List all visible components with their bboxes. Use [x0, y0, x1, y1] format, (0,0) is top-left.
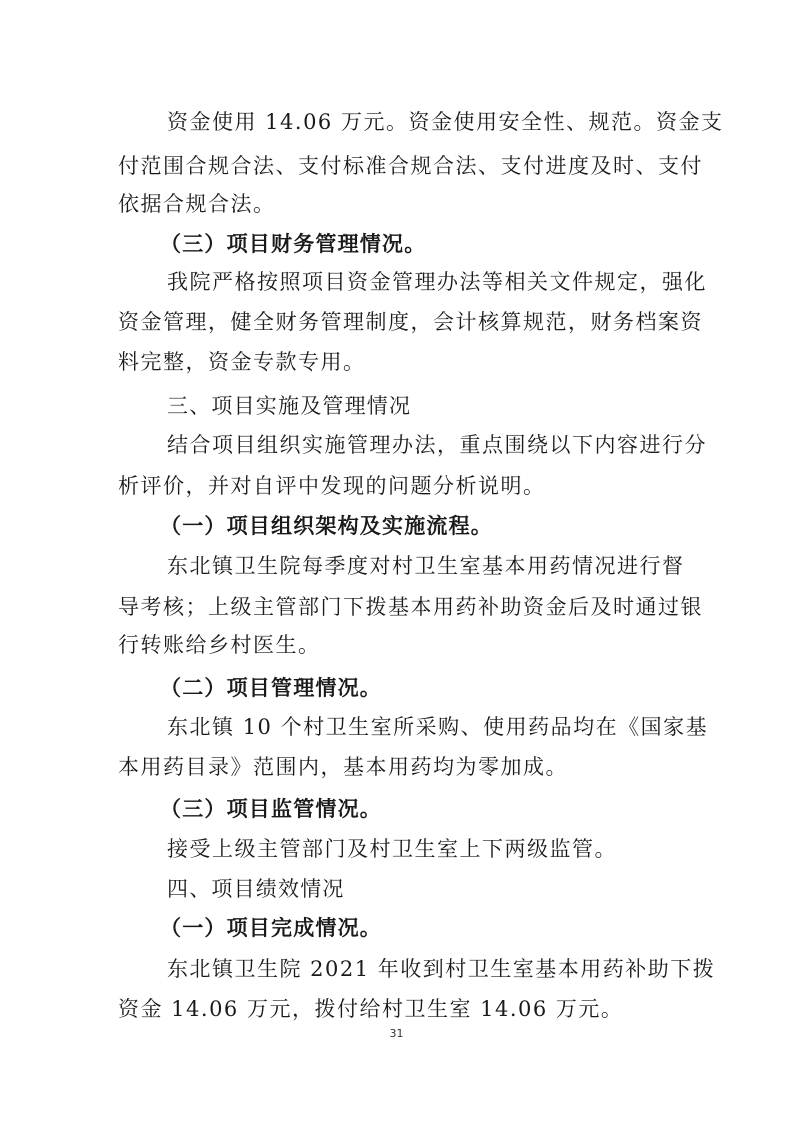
section-heading: （一）项目完成情况。: [160, 916, 382, 940]
paragraph-line: 料完整，资金专款专用。: [118, 350, 366, 374]
paragraph-line: 付范围合规合法、支付标准合规合法、支付进度及时、支付: [118, 154, 703, 178]
paragraph-line: 资金管理，健全财务管理制度，会计核算规范，财务档案资: [118, 310, 703, 334]
section-heading: （一）项目组织架构及实施流程。: [160, 514, 493, 538]
paragraph-line: 析评价，并对自评中发现的问题分析说明。: [118, 474, 546, 498]
paragraph-line: 东北镇卫生院 2021 年收到村卫生室基本用药补助下拨: [167, 957, 716, 981]
paragraph-line: 本用药目录》范围内，基本用药均为零加成。: [118, 755, 568, 779]
paragraph-line: 资金 14.06 万元，拨付给村卫生室 14.06 万元。: [118, 997, 624, 1021]
paragraph-line: 我院严格按照项目资金管理办法等相关文件规定，强化: [167, 270, 707, 294]
paragraph-line: 东北镇卫生院每季度对村卫生室基本用药情况进行督: [167, 554, 685, 578]
paragraph-line: 行转账给乡村医生。: [118, 633, 321, 657]
section-heading: （三）项目财务管理情况。: [160, 232, 427, 256]
page-number: 31: [389, 1027, 404, 1040]
section-heading: （三）项目监管情况。: [160, 797, 382, 821]
chapter-heading: 三、项目实施及管理情况: [167, 394, 412, 418]
paragraph-line: 资金使用 14.06 万元。资金使用安全性、规范。资金支: [167, 110, 724, 134]
paragraph-line: 结合项目组织实施管理办法，重点围绕以下内容进行分: [167, 433, 707, 457]
paragraph-line: 接受上级主管部门及村卫生室上下两级监管。: [167, 837, 617, 861]
paragraph-line: 东北镇 10 个村卫生室所采购、使用药品均在《国家基: [167, 715, 709, 739]
section-heading: （二）项目管理情况。: [160, 676, 382, 700]
paragraph-line: 导考核；上级主管部门下拨基本用药补助资金后及时通过银: [118, 595, 703, 619]
chapter-heading: 四、项目绩效情况: [167, 877, 345, 901]
paragraph-line: 依据合规合法。: [118, 192, 276, 216]
